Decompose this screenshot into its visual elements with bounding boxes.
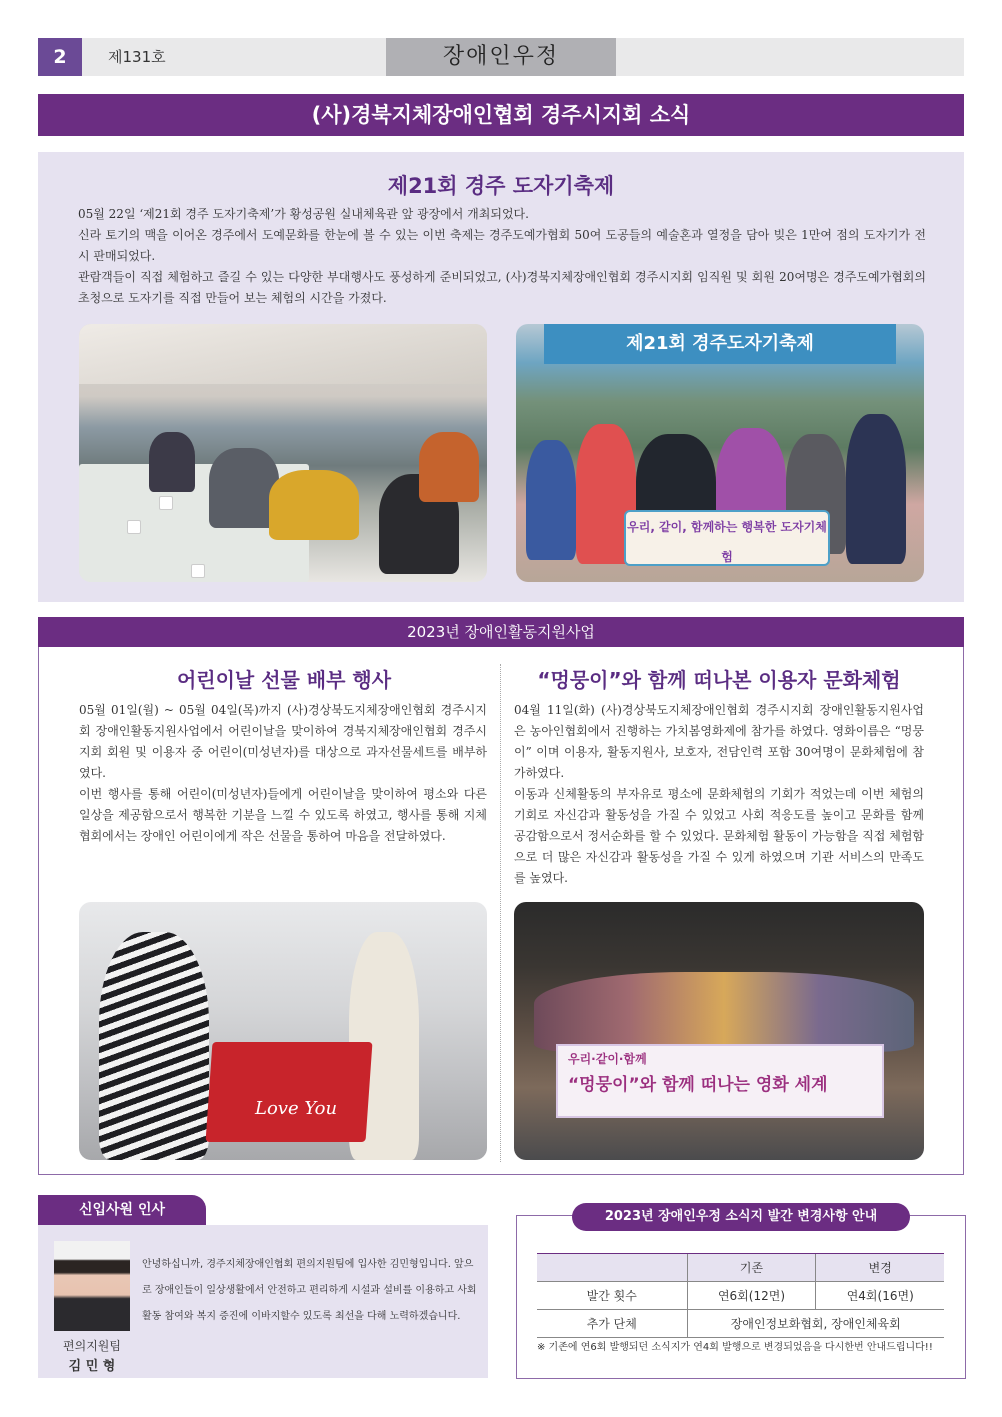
main-title: (사)경북지체장애인협회 경주시지회 소식 (38, 94, 964, 136)
newsletter-brand: 장애인우정 (386, 38, 616, 76)
culture-experience-title: “멍뭉이”와 함께 떠나본 이용자 문화체험 (537, 668, 901, 692)
festival-paragraph: 신라 토기의 맥을 이어온 경주에서 도예문화를 한눈에 볼 수 있는 이번 축제는 경주도예가협회 50여 도공들의 예술혼과 열정을 담아 빚은 1만여 점의 도자기가 전시 판매되었다. (78, 228, 926, 263)
person (99, 932, 209, 1160)
table-header-cell: 기존 (687, 1254, 816, 1282)
column-divider (500, 664, 501, 1162)
festival-arch-sign: 제21회 경주도자기축제 (544, 324, 896, 364)
table-header-cell: 변경 (816, 1254, 944, 1282)
festival-paragraph: 관람객들이 직접 체험하고 즐길 수 있는 다양한 부대행사도 풍성하게 준비되었고, (사)경북지체장애인협회 경주시지회 임직원 및 회원 20여명은 경주도예가협회의 초청으로 도자기를 직접 만들어 보는 체험의 시간을 가졌다. (78, 270, 926, 305)
new-hire-name: 김 민 형 (68, 1359, 116, 1374)
notice-tab: 2023년 장애인우정 소식지 발간 변경사항 안내 (572, 1203, 910, 1231)
new-hire-role: 편의지원팀 (63, 1339, 121, 1353)
page-header (38, 38, 964, 76)
person (419, 432, 479, 502)
notice-footnote: ※ 기존에 연6회 발행되던 소식지가 연4회 발행으로 변경되었음을 다시한번 안내드립니다!! (537, 1342, 933, 1353)
culture-experience-body (514, 700, 924, 889)
new-hire-greeting: 안녕하십니까, 경주지체장애인협회 편의지원팀에 입사한 김민형입니다. 앞으로 장애인들이 일상생활에서 안전하고 편리하게 시설과 설비를 이용하고 사회활동 참여와 복지 증진에 이바지할수 있도록 최선을 다해 노력하겠습니다. (142, 1259, 477, 1322)
table-header-cell (537, 1254, 687, 1282)
person (149, 432, 195, 492)
table-cell: 추가 단체 (537, 1310, 687, 1338)
culture-experience-paragraph: 이동과 신체활동의 부자유로 평소에 문화체험의 기회가 적었는데 이번 체험의 기회로 자신감과 활동성을 가질 수 있었고 사회 적응도를 높이고 문화를 함께 공감함으로서 정서순화를 할 수 있었다. 문화체험 활동이 가능함을 직접 체험함으로 더 많은 자신감과 활동성을 가질 수 있게 하였으며 기관 서비스의 만족도를 높였다. (514, 787, 924, 885)
festival-title: 제21회 경주 도자기축제 (387, 174, 615, 198)
movie-banner-line1: 우리·같이·함께 (568, 1052, 647, 1066)
page-number: 2 (38, 38, 82, 76)
person (526, 440, 576, 560)
gift-bag (206, 1042, 373, 1142)
person (269, 470, 359, 540)
festival-group-photo (516, 324, 924, 582)
gift-bag-text: Love You (255, 1098, 338, 1119)
cup (191, 564, 205, 578)
childrens-day-paragraph: 05월 01일(월) ~ 05월 04일(목)까지 (사)경상북도지체장애인협회 경주시지회 장애인활동지원사업에서 어린이날을 맞이하여 경북지체장애인협회 경주시지회 회원 및 이용자 중 어린이(미성년자)를 대상으로 과자선물세트를 배부하였다. (79, 703, 487, 780)
avatar (54, 1241, 130, 1331)
childrens-day-title: 어린이날 선물 배부 행사 (176, 668, 392, 692)
movie-banner (556, 1044, 884, 1118)
table-cell: 연6회(12면) (687, 1282, 816, 1310)
support-section-bar: 2023년 장애인활동지원사업 (38, 617, 964, 647)
table-cell: 장애인정보화협회, 장애인체육회 (687, 1310, 944, 1338)
new-hire-tab: 신입사원 인사 (38, 1195, 206, 1225)
cinema-group-photo (514, 902, 924, 1160)
gift-handout-photo (79, 902, 487, 1160)
table-row (537, 1310, 944, 1338)
table-cell: 연4회(16면) (816, 1282, 944, 1310)
cup (127, 520, 141, 534)
culture-experience-paragraph: 04월 11일(화) (사)경상북도지체장애인협회 경주시지회 장애인활동지원사업은 농아인협회에서 진행하는 가치봄영화제에 참가를 하였다. 영화이름은 “멍뭉이” 이며 이용자, 활동지원사, 보호자, 전담인력 포함 30여명이 문화체험에 참가하였다. (514, 703, 924, 780)
table-cell: 발간 횟수 (537, 1282, 687, 1310)
festival-paragraph: 05월 22일 ‘제21회 경주 도자기축제’가 황성공원 실내체육관 앞 광장에서 개최되었다. (78, 207, 529, 221)
table-row (537, 1282, 944, 1310)
pottery-workshop-photo (79, 324, 487, 582)
table-header-row (537, 1254, 944, 1282)
issue-number: 제131호 (108, 48, 166, 66)
group-of-people (534, 972, 914, 1052)
movie-banner-line2: “멍뭉이”와 함께 떠나는 영화 세계 (568, 1075, 828, 1095)
childrens-day-body (79, 700, 487, 847)
festival-body (78, 204, 926, 309)
cup (159, 496, 173, 510)
tent-canopy (79, 324, 487, 384)
change-table (537, 1253, 944, 1338)
festival-banner: 우리, 같이, 함께하는 행복한 도자기체험 (624, 510, 830, 566)
person (846, 414, 906, 564)
childrens-day-paragraph: 이번 행사를 통해 어린이(미성년자)들에게 어린이날을 맞이하여 평소와 다른 일상을 제공함으로서 행복한 기분을 느낄 수 있도록 하였고, 행사를 통해 지체협회에서는 장애인 어린이에게 작은 선물을 통하여 마음을 전달하였다. (79, 787, 487, 843)
